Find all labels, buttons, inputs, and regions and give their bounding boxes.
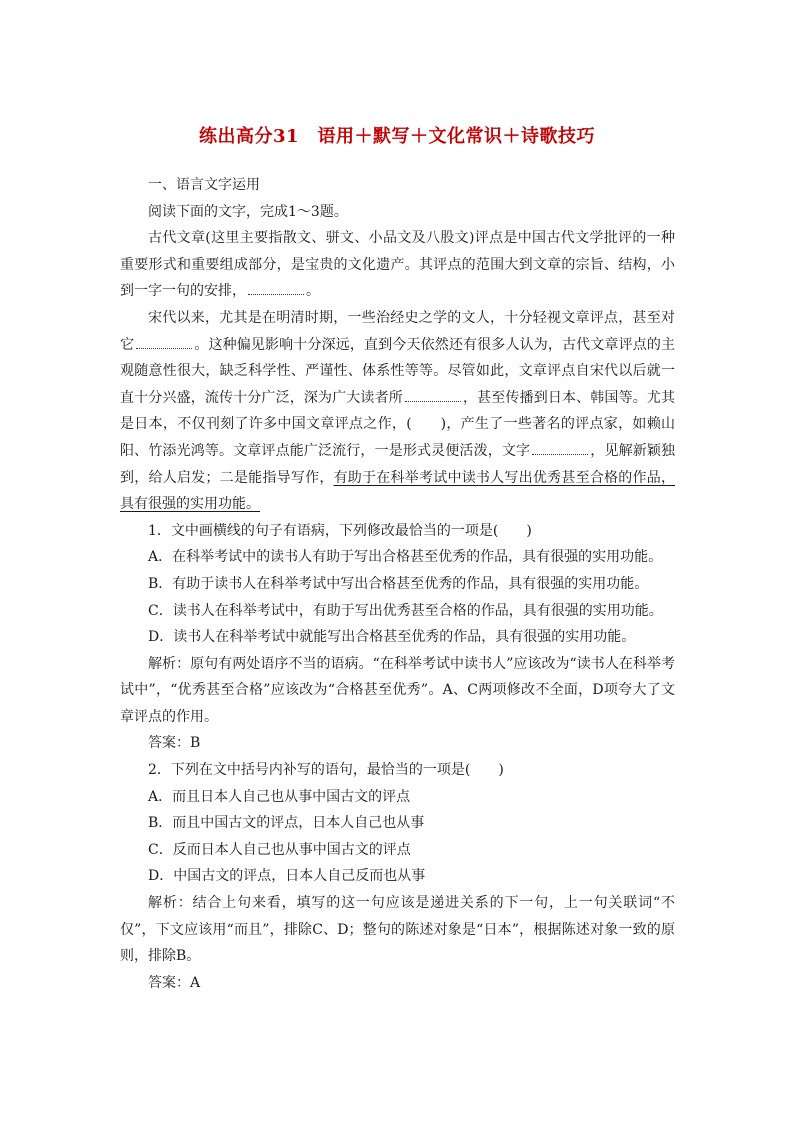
question-2-analysis: 解析：结合上句来看，填写的这一句应该是递进关系的下一句，上一句关联词“不仅”，下文应该用“而且”，排除C、D；整句的陈述对象是“日本”，根据陈述对象一致的原则，排除B。 (120, 895, 675, 965)
question-2-option-a: A．而且日本人自己也从事中国古文的评点 (148, 788, 411, 805)
question-2-option-c: C．反而日本人自己也从事中国古文的评点 (148, 841, 411, 858)
passage-paragraph-2 (120, 305, 675, 518)
question-2-option-d: D．中国古文的评点，日本人自己反而也从事 (148, 868, 426, 885)
document-body (120, 172, 675, 996)
passage-text: 。这种偏见影响十分深远，直到今天依然还有很多人认为，古代文章评点的主观随意性很大，缺乏科学性、严谨性、体系性等等。尽管如此，文章评点自宋代以后就一直十分兴盛，流传十分广泛，深为广大读者所 (120, 336, 676, 406)
question-1-option-c: C．读书人在科举考试中，有助于写出优秀甚至合格的作品，具有很强的实用功能。 (148, 602, 663, 619)
question-1-answer: 答案：B (148, 735, 201, 752)
fill-blank-3 (405, 387, 461, 402)
underlined-sentence: 有助于在科举考试中读书人写出优秀甚至合格的作品，具有很强的实用功能。 (120, 469, 676, 513)
passage-text: 。 (306, 283, 320, 300)
section-instruction: 阅读下面的文字，完成1～3题。 (148, 203, 348, 220)
fill-blank-2 (136, 334, 192, 349)
question-2-stem: 2．下列在文中括号内补写的语句，最恰当的一项是( ) (148, 762, 504, 779)
question-1-stem: 1．文中画横线的句子有语病，下列修改最恰当的一项是( ) (148, 522, 532, 539)
passage-paragraph-1 (120, 225, 675, 305)
section-heading: 一、语言文字运用 (148, 177, 260, 193)
passage-text: ，见解新颖独到，给人启发；二是能指导写作， (120, 442, 676, 486)
page-title: 练出高分31 语用＋默写＋文化常识＋诗歌技巧 (198, 126, 596, 147)
fill-blank-1 (248, 280, 304, 295)
question-1-analysis: 解析：原句有两处语序不当的语病。“在科举考试中读书人”应该改为“读书人在科举考试中”，“优秀甚至合格”应该改为“合格甚至优秀”。A、C两项修改不全面，D项夸大了文章评点的作用。 (120, 655, 675, 725)
passage-text: 宋代以来，尤其是在明清时期，一些治经史之学的文人，十分轻视文章评点，甚至对它 (120, 309, 675, 353)
passage-text: ，甚至传播到日本、韩国等。尤其是日本，不仅刊刻了许多中国文章评点之作，( )，产生了一些著名的评点家，如赖山阳、竹添光鸿等。文章评点能广泛流行，一是形式灵便活泼，文字 (120, 389, 676, 459)
question-1-option-a: A．在科举考试中的读书人有助于写出合格甚至优秀的作品，具有很强的实用功能。 (148, 549, 663, 566)
question-2-option-b: B．而且中国古文的评点，日本人自己也从事 (148, 815, 425, 832)
passage-text: 古代文章(这里主要指散文、骈文、小品文及八股文)评点是中国古代文学批评的一种重要形式和重要组成部分，是宝贵的文化遗产。其评点的范围大到文章的宗旨、结构，小到一字一句的安排， (120, 230, 675, 300)
question-1-option-b: B．有助于读书人在科举考试中写出合格甚至优秀的作品，具有很强的实用功能。 (148, 575, 649, 592)
fill-blank-4 (532, 440, 588, 455)
question-1-option-d: D．读书人在科举考试中就能写出合格甚至优秀的作品，具有很强的实用功能。 (148, 629, 636, 646)
question-2-answer: 答案：A (148, 974, 201, 991)
